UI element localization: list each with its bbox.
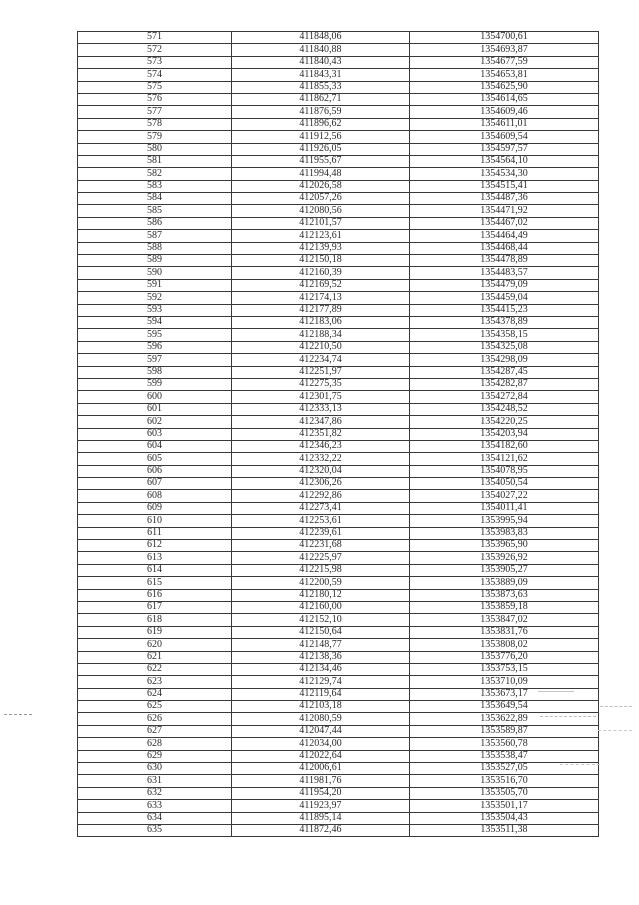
- table-row: [78, 366, 599, 378]
- y-coordinate-cell: 1354467,02: [410, 217, 599, 229]
- x-coordinate-cell: 411872,46: [232, 825, 410, 837]
- table-row: [78, 626, 599, 638]
- y-coordinate-cell: 1353776,20: [410, 651, 599, 663]
- point-number-cell: 590: [78, 267, 232, 279]
- table-row: [78, 428, 599, 440]
- table-row: [78, 639, 599, 651]
- y-coordinate-cell: 1354611,01: [410, 118, 599, 130]
- table-row: [78, 478, 599, 490]
- table-row: [78, 205, 599, 217]
- y-coordinate-cell: 1354614,65: [410, 93, 599, 105]
- point-number-cell: 591: [78, 279, 232, 291]
- point-number-cell: 627: [78, 725, 232, 737]
- table-row: [78, 131, 599, 143]
- scan-mark: [4, 714, 32, 715]
- x-coordinate-cell: 412210,50: [232, 341, 410, 353]
- x-coordinate-cell: 412301,75: [232, 391, 410, 403]
- y-coordinate-cell: 1353649,54: [410, 701, 599, 713]
- point-number-cell: 609: [78, 502, 232, 514]
- point-number-cell: 619: [78, 626, 232, 638]
- x-coordinate-cell: 412101,57: [232, 217, 410, 229]
- table-row: [78, 750, 599, 762]
- y-coordinate-cell: 1354564,10: [410, 155, 599, 167]
- table-row: [78, 416, 599, 428]
- point-number-cell: 576: [78, 93, 232, 105]
- table-row: [78, 688, 599, 700]
- coordinates-table-body: [78, 32, 599, 837]
- table-row: [78, 32, 599, 44]
- table-row: [78, 490, 599, 502]
- y-coordinate-cell: 1354078,95: [410, 465, 599, 477]
- x-coordinate-cell: 412346,23: [232, 440, 410, 452]
- table-row: [78, 316, 599, 328]
- table-row: [78, 255, 599, 267]
- x-coordinate-cell: 412152,10: [232, 614, 410, 626]
- point-number-cell: 574: [78, 69, 232, 81]
- x-coordinate-cell: 412047,44: [232, 725, 410, 737]
- y-coordinate-cell: 1354515,41: [410, 180, 599, 192]
- point-number-cell: 613: [78, 552, 232, 564]
- y-coordinate-cell: 1353560,78: [410, 738, 599, 750]
- table-row: [78, 230, 599, 242]
- table-row: [78, 663, 599, 675]
- y-coordinate-cell: 1354220,25: [410, 416, 599, 428]
- y-coordinate-cell: 1354182,60: [410, 440, 599, 452]
- y-coordinate-cell: 1353710,09: [410, 676, 599, 688]
- y-coordinate-cell: 1354203,94: [410, 428, 599, 440]
- y-coordinate-cell: 1354478,89: [410, 255, 599, 267]
- point-number-cell: 599: [78, 378, 232, 390]
- y-coordinate-cell: 1354298,09: [410, 354, 599, 366]
- y-coordinate-cell: 1353505,70: [410, 787, 599, 799]
- table-row: [78, 651, 599, 663]
- table-row: [78, 93, 599, 105]
- table-row: [78, 738, 599, 750]
- y-coordinate-cell: 1354693,87: [410, 44, 599, 56]
- table-row: [78, 217, 599, 229]
- table-row: [78, 564, 599, 576]
- table-row: [78, 69, 599, 81]
- y-coordinate-cell: 1354415,23: [410, 304, 599, 316]
- point-number-cell: 575: [78, 81, 232, 93]
- x-coordinate-cell: 412251,97: [232, 366, 410, 378]
- point-number-cell: 632: [78, 787, 232, 799]
- scan-mark: [540, 716, 596, 717]
- x-coordinate-cell: 411994,48: [232, 168, 410, 180]
- point-number-cell: 588: [78, 242, 232, 254]
- x-coordinate-cell: 412129,74: [232, 676, 410, 688]
- table-row: [78, 391, 599, 403]
- x-coordinate-cell: 411926,05: [232, 143, 410, 155]
- point-number-cell: 583: [78, 180, 232, 192]
- y-coordinate-cell: 1354011,41: [410, 502, 599, 514]
- y-coordinate-cell: 1354653,81: [410, 69, 599, 81]
- x-coordinate-cell: 412231,68: [232, 540, 410, 552]
- y-coordinate-cell: 1354700,61: [410, 32, 599, 44]
- x-coordinate-cell: 412320,04: [232, 465, 410, 477]
- y-coordinate-cell: 1353983,83: [410, 527, 599, 539]
- table-row: [78, 155, 599, 167]
- table-row: [78, 403, 599, 415]
- y-coordinate-cell: 1353753,15: [410, 663, 599, 675]
- x-coordinate-cell: 412148,77: [232, 639, 410, 651]
- point-number-cell: 616: [78, 589, 232, 601]
- table-row: [78, 44, 599, 56]
- y-coordinate-cell: 1354248,52: [410, 403, 599, 415]
- table-row: [78, 701, 599, 713]
- table-row: [78, 56, 599, 68]
- point-number-cell: 592: [78, 292, 232, 304]
- point-number-cell: 635: [78, 825, 232, 837]
- y-coordinate-cell: 1353673,17: [410, 688, 599, 700]
- y-coordinate-cell: 1354625,90: [410, 81, 599, 93]
- table-row: [78, 242, 599, 254]
- y-coordinate-cell: 1354483,57: [410, 267, 599, 279]
- y-coordinate-cell: 1354479,09: [410, 279, 599, 291]
- y-coordinate-cell: 1354027,22: [410, 490, 599, 502]
- point-number-cell: 580: [78, 143, 232, 155]
- point-number-cell: 601: [78, 403, 232, 415]
- x-coordinate-cell: 411954,20: [232, 787, 410, 799]
- x-coordinate-cell: 412022,64: [232, 750, 410, 762]
- x-coordinate-cell: 412239,61: [232, 527, 410, 539]
- point-number-cell: 630: [78, 763, 232, 775]
- point-number-cell: 572: [78, 44, 232, 56]
- point-number-cell: 618: [78, 614, 232, 626]
- table-row: [78, 329, 599, 341]
- x-coordinate-cell: 412183,06: [232, 316, 410, 328]
- x-coordinate-cell: 412138,36: [232, 651, 410, 663]
- table-row: [78, 118, 599, 130]
- y-coordinate-cell: 1353622,89: [410, 713, 599, 725]
- point-number-cell: 571: [78, 32, 232, 44]
- x-coordinate-cell: 412332,22: [232, 453, 410, 465]
- y-coordinate-cell: 1354464,49: [410, 230, 599, 242]
- point-number-cell: 610: [78, 515, 232, 527]
- y-coordinate-cell: 1354325,08: [410, 341, 599, 353]
- y-coordinate-cell: 1353859,18: [410, 601, 599, 613]
- point-number-cell: 594: [78, 316, 232, 328]
- y-coordinate-cell: 1354272,84: [410, 391, 599, 403]
- table-row: [78, 540, 599, 552]
- table-row: [78, 440, 599, 452]
- y-coordinate-cell: 1354121,62: [410, 453, 599, 465]
- point-number-cell: 585: [78, 205, 232, 217]
- x-coordinate-cell: 412306,26: [232, 478, 410, 490]
- x-coordinate-cell: 412103,18: [232, 701, 410, 713]
- x-coordinate-cell: 412174,13: [232, 292, 410, 304]
- table-row: [78, 725, 599, 737]
- point-number-cell: 593: [78, 304, 232, 316]
- y-coordinate-cell: 1354471,92: [410, 205, 599, 217]
- point-number-cell: 573: [78, 56, 232, 68]
- x-coordinate-cell: 412275,35: [232, 378, 410, 390]
- coordinates-table: [77, 31, 599, 837]
- point-number-cell: 623: [78, 676, 232, 688]
- table-row: [78, 465, 599, 477]
- x-coordinate-cell: 412234,74: [232, 354, 410, 366]
- y-coordinate-cell: 1353831,76: [410, 626, 599, 638]
- point-number-cell: 608: [78, 490, 232, 502]
- x-coordinate-cell: 412351,82: [232, 428, 410, 440]
- point-number-cell: 625: [78, 701, 232, 713]
- point-number-cell: 611: [78, 527, 232, 539]
- x-coordinate-cell: 411912,56: [232, 131, 410, 143]
- point-number-cell: 620: [78, 639, 232, 651]
- x-coordinate-cell: 412253,61: [232, 515, 410, 527]
- table-row: [78, 800, 599, 812]
- table-row: [78, 713, 599, 725]
- point-number-cell: 612: [78, 540, 232, 552]
- y-coordinate-cell: 1354609,54: [410, 131, 599, 143]
- y-coordinate-cell: 1353926,92: [410, 552, 599, 564]
- y-coordinate-cell: 1353527,05: [410, 763, 599, 775]
- table-row: [78, 81, 599, 93]
- x-coordinate-cell: 412057,26: [232, 193, 410, 205]
- x-coordinate-cell: 411896,62: [232, 118, 410, 130]
- point-number-cell: 621: [78, 651, 232, 663]
- x-coordinate-cell: 412150,64: [232, 626, 410, 638]
- table-row: [78, 552, 599, 564]
- point-number-cell: 577: [78, 106, 232, 118]
- table-row: [78, 812, 599, 824]
- y-coordinate-cell: 1354378,89: [410, 316, 599, 328]
- point-number-cell: 633: [78, 800, 232, 812]
- y-coordinate-cell: 1354609,46: [410, 106, 599, 118]
- y-coordinate-cell: 1354287,45: [410, 366, 599, 378]
- y-coordinate-cell: 1353847,02: [410, 614, 599, 626]
- point-number-cell: 614: [78, 564, 232, 576]
- x-coordinate-cell: 412034,00: [232, 738, 410, 750]
- point-number-cell: 624: [78, 688, 232, 700]
- y-coordinate-cell: 1353965,90: [410, 540, 599, 552]
- x-coordinate-cell: 412119,64: [232, 688, 410, 700]
- y-coordinate-cell: 1354050,54: [410, 478, 599, 490]
- x-coordinate-cell: 411843,31: [232, 69, 410, 81]
- x-coordinate-cell: 412080,56: [232, 205, 410, 217]
- point-number-cell: 604: [78, 440, 232, 452]
- point-number-cell: 634: [78, 812, 232, 824]
- y-coordinate-cell: 1353905,27: [410, 564, 599, 576]
- point-number-cell: 631: [78, 775, 232, 787]
- y-coordinate-cell: 1353808,02: [410, 639, 599, 651]
- y-coordinate-cell: 1354468,44: [410, 242, 599, 254]
- y-coordinate-cell: 1354597,57: [410, 143, 599, 155]
- x-coordinate-cell: 412292,86: [232, 490, 410, 502]
- x-coordinate-cell: 411848,06: [232, 32, 410, 44]
- point-number-cell: 582: [78, 168, 232, 180]
- scan-mark: [598, 730, 632, 731]
- y-coordinate-cell: 1353516,70: [410, 775, 599, 787]
- y-coordinate-cell: 1353873,63: [410, 589, 599, 601]
- table-row: [78, 515, 599, 527]
- table-row: [78, 292, 599, 304]
- x-coordinate-cell: 411855,33: [232, 81, 410, 93]
- x-coordinate-cell: 412169,52: [232, 279, 410, 291]
- x-coordinate-cell: 412160,39: [232, 267, 410, 279]
- x-coordinate-cell: 411955,67: [232, 155, 410, 167]
- table-row: [78, 787, 599, 799]
- y-coordinate-cell: 1354487,36: [410, 193, 599, 205]
- scan-mark: [560, 764, 600, 765]
- x-coordinate-cell: 412225,97: [232, 552, 410, 564]
- point-number-cell: 586: [78, 217, 232, 229]
- y-coordinate-cell: 1353501,17: [410, 800, 599, 812]
- x-coordinate-cell: 412215,98: [232, 564, 410, 576]
- x-coordinate-cell: 412333,13: [232, 403, 410, 415]
- x-coordinate-cell: 412026,58: [232, 180, 410, 192]
- scan-mark: [600, 706, 632, 707]
- table-row: [78, 304, 599, 316]
- table-row: [78, 763, 599, 775]
- x-coordinate-cell: 411923,97: [232, 800, 410, 812]
- table-row: [78, 180, 599, 192]
- point-number-cell: 615: [78, 577, 232, 589]
- y-coordinate-cell: 1354677,59: [410, 56, 599, 68]
- table-row: [78, 453, 599, 465]
- point-number-cell: 622: [78, 663, 232, 675]
- point-number-cell: 600: [78, 391, 232, 403]
- table-row: [78, 378, 599, 390]
- x-coordinate-cell: 411840,43: [232, 56, 410, 68]
- x-coordinate-cell: 412200,59: [232, 577, 410, 589]
- point-number-cell: 596: [78, 341, 232, 353]
- table-row: [78, 267, 599, 279]
- table-row: [78, 143, 599, 155]
- table-row: [78, 601, 599, 613]
- point-number-cell: 603: [78, 428, 232, 440]
- y-coordinate-cell: 1354282,87: [410, 378, 599, 390]
- x-coordinate-cell: 412180,12: [232, 589, 410, 601]
- point-number-cell: 605: [78, 453, 232, 465]
- point-number-cell: 595: [78, 329, 232, 341]
- table-row: [78, 589, 599, 601]
- x-coordinate-cell: 412347,86: [232, 416, 410, 428]
- point-number-cell: 617: [78, 601, 232, 613]
- point-number-cell: 587: [78, 230, 232, 242]
- y-coordinate-cell: 1353538,47: [410, 750, 599, 762]
- x-coordinate-cell: 412080,59: [232, 713, 410, 725]
- x-coordinate-cell: 412123,61: [232, 230, 410, 242]
- point-number-cell: 598: [78, 366, 232, 378]
- table-row: [78, 676, 599, 688]
- x-coordinate-cell: 411895,14: [232, 812, 410, 824]
- y-coordinate-cell: 1353511,38: [410, 825, 599, 837]
- x-coordinate-cell: 411862,71: [232, 93, 410, 105]
- x-coordinate-cell: 412160,00: [232, 601, 410, 613]
- x-coordinate-cell: 412006,61: [232, 763, 410, 775]
- point-number-cell: 626: [78, 713, 232, 725]
- table-row: [78, 614, 599, 626]
- table-row: [78, 106, 599, 118]
- table-row: [78, 502, 599, 514]
- x-coordinate-cell: 412188,34: [232, 329, 410, 341]
- x-coordinate-cell: 411981,76: [232, 775, 410, 787]
- point-number-cell: 584: [78, 193, 232, 205]
- table-row: [78, 279, 599, 291]
- y-coordinate-cell: 1353589,87: [410, 725, 599, 737]
- table-row: [78, 527, 599, 539]
- point-number-cell: 578: [78, 118, 232, 130]
- x-coordinate-cell: 411840,88: [232, 44, 410, 56]
- point-number-cell: 589: [78, 255, 232, 267]
- table-row: [78, 775, 599, 787]
- y-coordinate-cell: 1354358,15: [410, 329, 599, 341]
- x-coordinate-cell: 412134,46: [232, 663, 410, 675]
- x-coordinate-cell: 411876,59: [232, 106, 410, 118]
- point-number-cell: 607: [78, 478, 232, 490]
- y-coordinate-cell: 1354459,04: [410, 292, 599, 304]
- table-row: [78, 168, 599, 180]
- point-number-cell: 628: [78, 738, 232, 750]
- y-coordinate-cell: 1353504,43: [410, 812, 599, 824]
- scan-mark: [538, 691, 574, 692]
- point-number-cell: 579: [78, 131, 232, 143]
- point-number-cell: 602: [78, 416, 232, 428]
- x-coordinate-cell: 412177,89: [232, 304, 410, 316]
- table-row: [78, 193, 599, 205]
- table-row: [78, 825, 599, 837]
- point-number-cell: 629: [78, 750, 232, 762]
- y-coordinate-cell: 1353889,09: [410, 577, 599, 589]
- table-row: [78, 341, 599, 353]
- x-coordinate-cell: 412273,41: [232, 502, 410, 514]
- x-coordinate-cell: 412139,93: [232, 242, 410, 254]
- table-row: [78, 577, 599, 589]
- point-number-cell: 581: [78, 155, 232, 167]
- point-number-cell: 606: [78, 465, 232, 477]
- x-coordinate-cell: 412150,18: [232, 255, 410, 267]
- point-number-cell: 597: [78, 354, 232, 366]
- table-row: [78, 354, 599, 366]
- y-coordinate-cell: 1354534,30: [410, 168, 599, 180]
- y-coordinate-cell: 1353995,94: [410, 515, 599, 527]
